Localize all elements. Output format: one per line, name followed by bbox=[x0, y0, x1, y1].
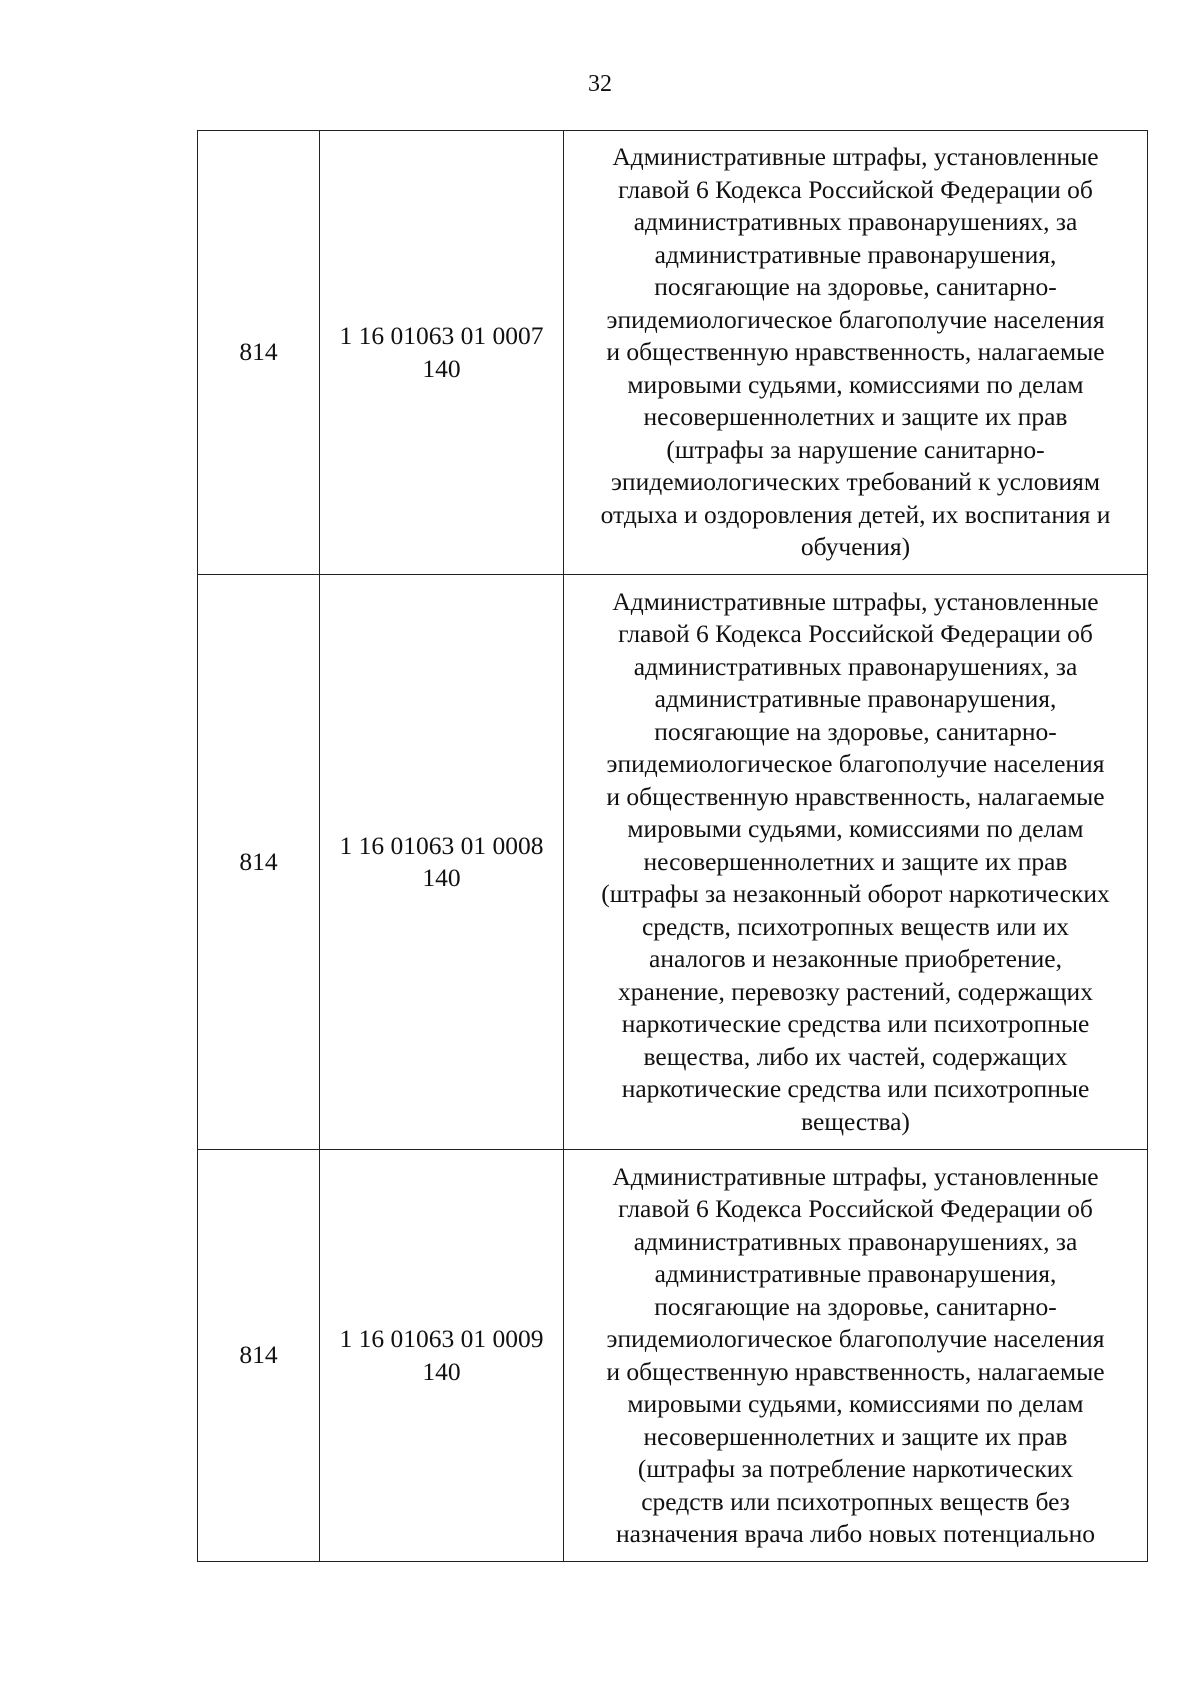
description-line: отдыха и оздоровления детей, их воспитания и bbox=[600, 499, 1111, 529]
description-line: наркотические средства или психотропные bbox=[621, 1074, 1090, 1104]
admin-code-cell: 814 bbox=[198, 131, 320, 575]
description-line: эпидемиологическое благополучие населения bbox=[606, 304, 1105, 334]
table-row bbox=[198, 131, 1148, 575]
description-line: вещества) bbox=[801, 1106, 910, 1136]
description-cell bbox=[564, 1150, 1148, 1562]
description-line: несовершеннолетних и защите их прав bbox=[643, 1421, 1068, 1451]
description-line: несовершеннолетних и защите их прав bbox=[643, 402, 1068, 432]
kbk-code-cell bbox=[320, 1150, 564, 1562]
description-line: хранение, перевозку растений, содержащих bbox=[618, 976, 1093, 1006]
description-line: главой 6 Кодекса Российской Федерации об bbox=[618, 1194, 1093, 1223]
kbk-code: 1 16 01063 01 0008 bbox=[339, 830, 544, 860]
description-line: мировыми судьями, комиссиями по делам bbox=[627, 1389, 1084, 1418]
description-line: административных правонарушениях, за bbox=[633, 207, 1078, 237]
description-line: административные правонарушения, bbox=[654, 684, 1057, 714]
description-line: и общественную нравственность, налагаемые bbox=[606, 1356, 1105, 1386]
table-row bbox=[198, 575, 1148, 1150]
description-cell bbox=[564, 131, 1148, 575]
description-line: мировыми судьями, комиссиями по делам bbox=[627, 814, 1084, 844]
description-line: эпидемиологическое благополучие населения bbox=[606, 749, 1105, 779]
kbk-code-cell bbox=[320, 575, 564, 1150]
kbk-code-suffix: 140 bbox=[422, 863, 461, 892]
description-line: обучения) bbox=[800, 532, 911, 562]
kbk-code: 1 16 01063 01 0009 bbox=[339, 1324, 544, 1353]
kbk-code: 1 16 01063 01 0007 bbox=[339, 321, 544, 350]
kbk-code-cell bbox=[320, 131, 564, 575]
kbk-code-suffix: 140 bbox=[422, 353, 461, 383]
table-row bbox=[198, 1150, 1148, 1562]
revenue-codes-table bbox=[197, 130, 1148, 1562]
description-line: (штрафы за потребление наркотических bbox=[637, 1454, 1074, 1483]
description-line: и общественную нравственность, налагаемые bbox=[606, 781, 1105, 811]
admin-code-cell: 814 bbox=[198, 1150, 320, 1562]
page-number: 32 bbox=[588, 71, 612, 97]
description-line: посягающие на здоровье, санитарно- bbox=[654, 716, 1057, 746]
admin-code-cell: 814 bbox=[198, 575, 320, 1150]
description-line: административные правонарушения, bbox=[654, 1259, 1057, 1288]
description-line: посягающие на здоровье, санитарно- bbox=[654, 1291, 1057, 1321]
description-line: главой 6 Кодекса Российской Федерации об bbox=[618, 619, 1093, 649]
description-line: (штрафы за нарушение санитарно- bbox=[666, 434, 1045, 464]
description-line: средств, психотропных веществ или их bbox=[641, 911, 1070, 941]
description-line: (штрафы за незаконный оборот наркотических bbox=[601, 879, 1110, 909]
description-line: несовершеннолетних и защите их прав bbox=[643, 846, 1068, 876]
description-line: наркотические средства или психотропные bbox=[621, 1009, 1090, 1039]
description-line: Административные штрафы, установленные bbox=[612, 586, 1099, 616]
description-line: аналогов и незаконные приобретение, bbox=[649, 944, 1062, 974]
description-line: назначения врача либо новых потенциально bbox=[615, 1519, 1096, 1548]
description-line: эпидемиологических требований к условиям bbox=[610, 467, 1100, 497]
description-line: административные правонарушения, bbox=[654, 239, 1057, 269]
description-line: мировыми судьями, комиссиями по делам bbox=[627, 369, 1084, 399]
kbk-code-suffix: 140 bbox=[422, 1356, 461, 1386]
description-line: вещества, либо их частей, содержащих bbox=[643, 1041, 1068, 1071]
description-line: главой 6 Кодекса Российской Федерации об bbox=[618, 174, 1093, 204]
description-line: административных правонарушениях, за bbox=[633, 651, 1078, 681]
description-line: административных правонарушениях, за bbox=[633, 1226, 1078, 1256]
description-line: и общественную нравственность, налагаемые bbox=[606, 337, 1105, 367]
description-line: средств или психотропных веществ без bbox=[641, 1486, 1070, 1516]
description-line: посягающие на здоровье, санитарно- bbox=[654, 272, 1057, 302]
description-line: Административные штрафы, установленные bbox=[612, 1161, 1099, 1191]
description-line: Административные штрафы, установленные bbox=[612, 142, 1099, 172]
description-line: эпидемиологическое благополучие населения bbox=[606, 1324, 1105, 1353]
description-cell bbox=[564, 575, 1148, 1150]
